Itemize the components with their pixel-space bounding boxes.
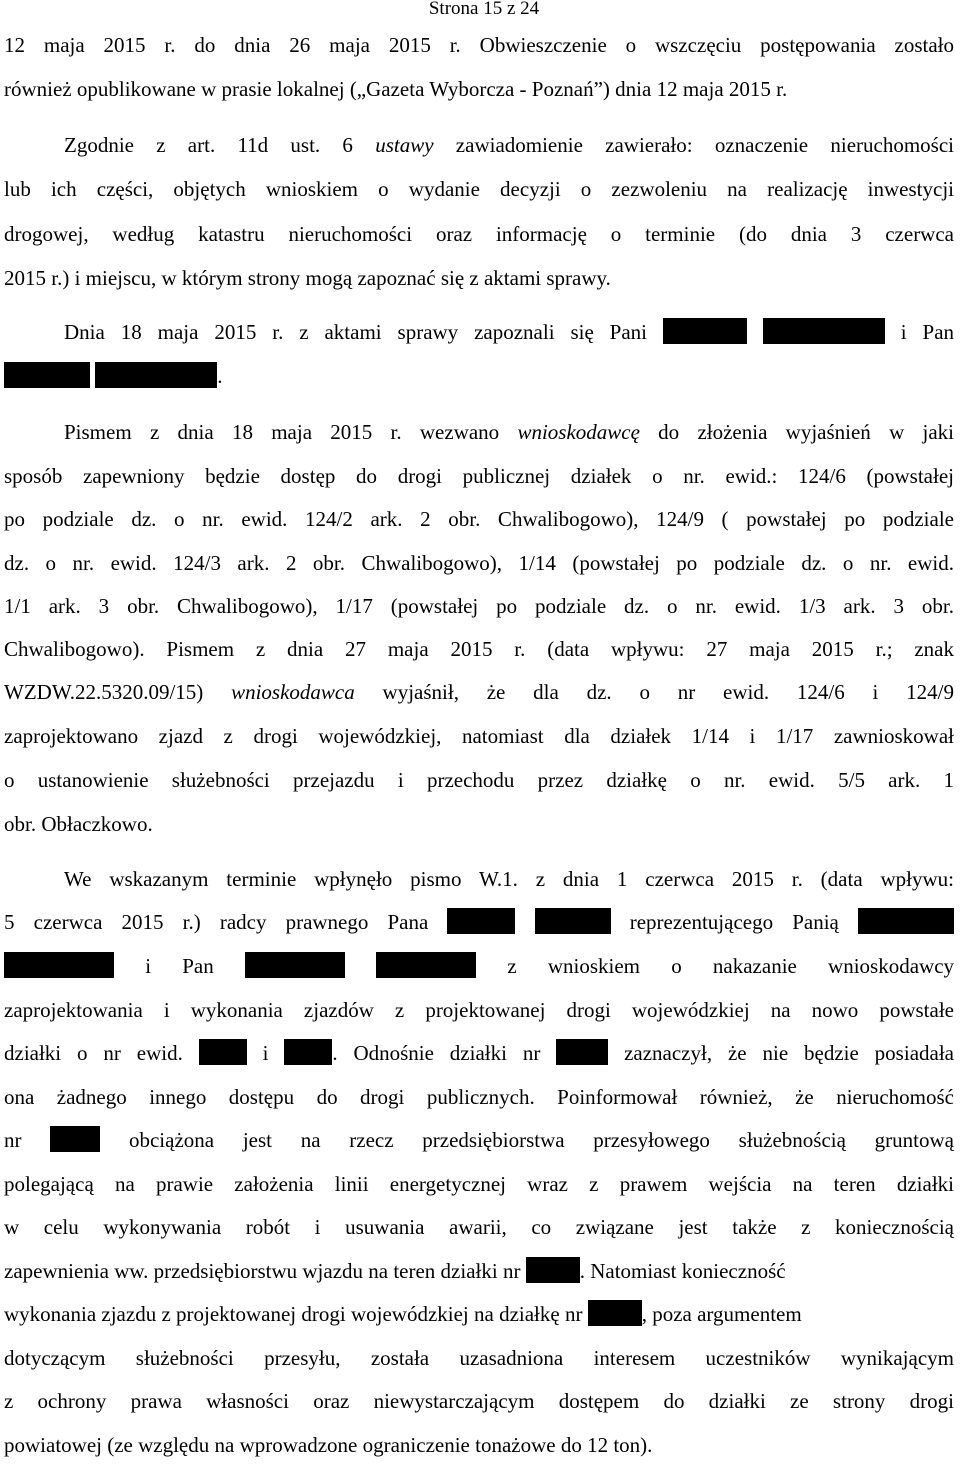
text-line: 12 maja 2015 r. do dnia 26 maja 2015 r. Obwieszczenie o wszczęciu postępowania zostało [4,33,954,57]
redaction-block [50,1126,100,1152]
text-line: . [4,354,954,398]
text-line: dz. o nr. ewid. 124/3 ark. 2 obr. Chwalibogowo), 1/14 (powstałej po podziale dz. o nr. ewid. [4,551,954,575]
redaction-block [95,362,217,388]
redaction-block [376,952,476,978]
text-line: i Pan z wnioskiem o nakazanie wnioskodawcy [4,944,954,988]
text-line: z ochrony prawa własności oraz niewystarczającym dostępem do działki ze strony drogi [4,1389,954,1413]
redaction-block [526,1257,580,1283]
text-line: We wskazanym terminie wpłynęło pismo W.1. z dnia 1 czerwca 2015 r. (data wpływu: [64,867,954,891]
redaction-block [858,908,954,934]
text-line: WZDW.22.5320.09/15) wnioskodawca wyjaśnił, że dla dz. o nr ewid. 124/6 i 124/9 [4,680,954,704]
text-line: zaprojektowania i wykonania zjazdów z projektowanej drogi wojewódzkiej na nowo powstałe [4,998,954,1022]
italic-term: wnioskodawcę [517,420,640,444]
text-line: 1/1 ark. 3 obr. Chwalibogowo), 1/17 (powstałej po podziale dz. o nr. ewid. 1/3 ark. 3 obr. [4,594,954,618]
text-line: nr obciążona jest na rzecz przedsiębiorstwa przesyłowego służebnością gruntową [4,1128,954,1152]
text-line: 2015 r.) i miejscu, w którym strony mogą zapoznać się z aktami sprawy. [4,266,611,290]
text-line: obr. Obłaczkowo. [4,812,153,836]
text-line: działki o nr ewid. i . Odnośnie działki nr zaznaczył, że nie będzie posiadała [4,1041,954,1065]
redaction-block [535,908,611,934]
text-line: Pismem z dnia 18 maja 2015 r. wezwano wnioskodawcę do złożenia wyjaśnień w jaki [64,420,954,444]
text-line: dotyczącym służebności przesyłu, została uzasadniona interesem uczestników wynikającym [4,1346,954,1370]
text-line: wykonania zjazdu z projektowanej drogi wojewódzkiej na działkę nr , poza argumentem [4,1302,802,1326]
redaction-block [4,362,90,388]
page-number: Strona 15 z 24 [428,0,540,19]
text-line: Chwalibogowo). Pismem z dnia 27 maja 2015 r. (data wpływu: 27 maja 2015 r.; znak [4,637,954,661]
redaction-block [199,1039,247,1065]
redaction-block [588,1300,642,1326]
text-line: 5 czerwca 2015 r.) radcy prawnego Pana reprezentującego Panią [4,900,954,944]
italic-term: wnioskodawca [231,680,355,704]
redaction-block [245,952,345,978]
text-line: po podziale dz. o nr. ewid. 124/2 ark. 2 obr. Chwalibogowo), 124/9 ( powstałej po podziale [4,507,954,531]
text-line: zapewnienia ww. przedsiębiorstwu wjazdu na teren działki nr . Natomiast konieczność [4,1259,786,1283]
text-line: również opublikowane w prasie lokalnej („Gazeta Wyborcza - Poznań”) dnia 12 maja 2015 r. [4,77,788,101]
text-line: w celu wykonywania robót i usuwania awarii, co związane jest także z koniecznością [4,1215,954,1239]
text-line: powiatowej (ze względu na wprowadzone ograniczenie tonażowe do 12 ton). [4,1433,653,1457]
text-line: ona żadnego innego dostępu do drogi publicznych. Poinformował również, że nieruchomość [4,1085,954,1109]
redaction-block [284,1039,332,1065]
text-line: Zgodnie z art. 11d ust. 6 ustawy zawiadomienie zawierało: oznaczenie nieruchomości [64,133,954,157]
text-line: Dnia 18 maja 2015 r. z aktami sprawy zapoznali się Pani i Pan [64,320,955,344]
text-line: sposób zapewniony będzie dostęp do drogi publicznej działek o nr. ewid.: 124/6 (powstałej [4,464,954,488]
redaction-block [4,952,114,978]
text-line: zaprojektowano zjazd z drogi wojewódzkiej, natomiast dla działek 1/14 i 1/17 zawnioskował [4,724,954,748]
redaction-block [447,908,515,934]
italic-term: ustawy [375,133,434,157]
text-line: lub ich części, objętych wnioskiem o wydanie decyzji o zezwoleniu na realizację inwestycji [4,177,954,201]
text-line: o ustanowienie służebności przejazdu i przechodu przez działkę o nr. ewid. 5/5 ark. 1 [4,768,954,792]
page-header [0,0,960,20]
text-line: polegającą na prawie założenia linii energetycznej wraz z prawem wejścia na teren działki [4,1172,954,1196]
redaction-block [556,1039,608,1065]
text-line: drogowej, według katastru nieruchomości oraz informację o terminie (do dnia 3 czerwca [4,222,954,246]
